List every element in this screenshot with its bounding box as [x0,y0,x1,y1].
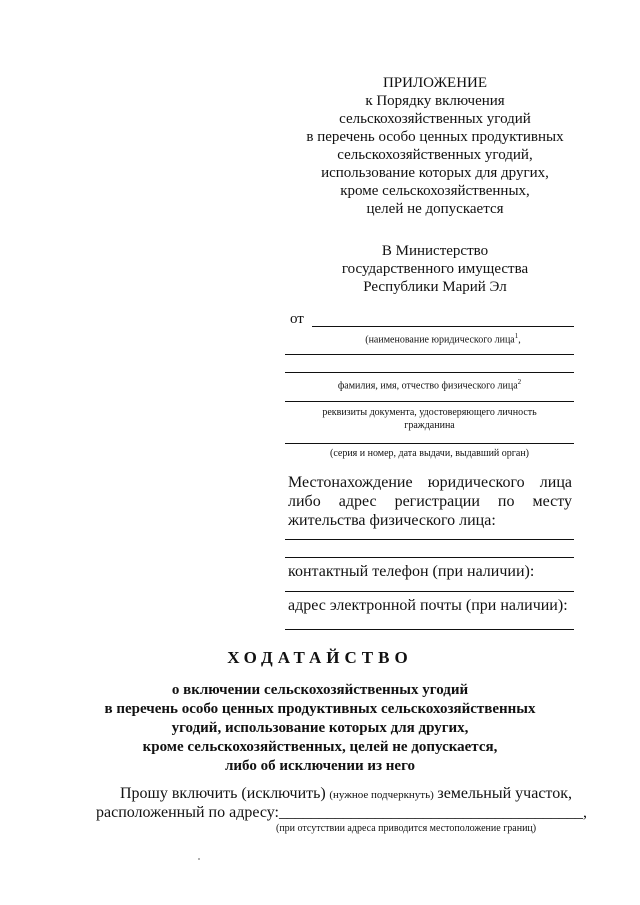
scan-speck [198,858,200,860]
appendix-line: целей не допускается [366,201,504,217]
location-line[interactable] [285,539,574,540]
addressee-line: государственного имущества [341,261,529,277]
email-label: адрес электронной почты (при наличии): [288,597,568,614]
hint-legal-entity: (наименование юридического лица$^1$, [365,332,521,346]
footnote-marker: 2 [517,378,522,386]
address-label: расположенный по адресу: [96,804,279,821]
footnote-marker: 1 [514,332,519,340]
appendix-heading: ПРИЛОЖЕНИЕ [382,75,488,91]
appendix-line: сельскохозяйственных угодий, [337,147,533,163]
email-line[interactable] [285,629,574,630]
addressee-block [320,242,550,296]
request-note: (нужное подчеркнуть) [329,789,434,801]
person-name-line[interactable] [285,372,574,373]
addressee-line: Республики Марий Эл [363,279,507,295]
appendix-block [300,74,570,218]
document-line[interactable] [285,401,574,402]
location-line[interactable] [285,557,574,558]
appendix-line: использование которых для других, [321,165,549,181]
petition-subtitle: о включении сельскохозяйственных угодий в перечень особо ценных продуктивных сельскохозяйственных угодий, использование которых для других, кроме сельскохозяйственных, целей не допускается, либо об исключении из него [104,682,536,774]
hint-document: реквизиты документа, удостоверяющего личность гражданина [322,407,537,431]
from-label: от [290,311,304,327]
addressee-line: В Министерство [381,243,489,259]
applicant-line[interactable] [285,354,574,355]
petition-title: ХОДАТАЙСТВО [227,648,413,667]
address-input[interactable]: ______________________________________ [278,804,583,821]
hint-series: (серия и номер, дата выдачи, выдавший орган) [329,448,530,459]
request-text: Прошу включить (исключить) [120,785,326,802]
appendix-line: в перечень особо ценных продуктивных [306,129,564,145]
series-line[interactable] [285,443,574,444]
phone-label: контактный телефон (при наличии): [288,563,535,580]
hint-person: фамилия, имя, отчество физического лица$^2$ [337,378,522,392]
appendix-line: к Порядку включения [365,93,505,109]
request-line [120,784,572,805]
location-label: Местонахождение юридического лица либо адрес регистрации по месту жительства физического лица: [288,474,572,529]
phone-line[interactable] [285,591,574,592]
applicant-name-line[interactable] [312,326,574,327]
appendix-line: кроме сельскохозяйственных, [340,183,530,199]
address-hint: (при отсутствии адреса приводится местоположение границ) [276,823,537,834]
address-line: расположенный по адресу:______________________________________, [96,804,587,821]
appendix-line: сельскохозяйственных угодий [339,111,531,127]
request-text-end: земельный участок, [437,785,572,802]
